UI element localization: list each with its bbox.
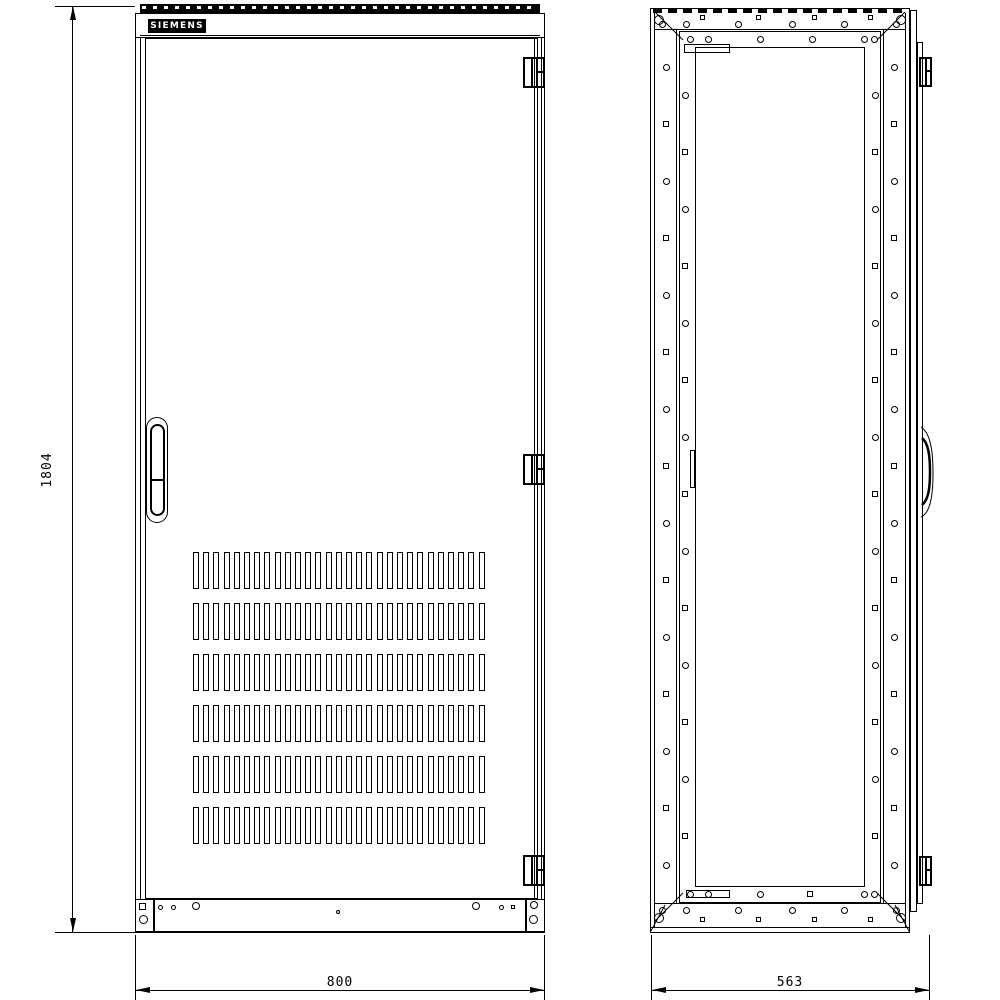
height-arrow-top — [70, 6, 76, 20]
height-dim-line — [72, 6, 73, 932]
siemens-logo: SIEMENS — [148, 19, 206, 33]
depth-arrow-right — [915, 987, 929, 993]
width-dim-label: 800 — [326, 975, 354, 990]
height-dim-label: 1804 — [40, 452, 55, 488]
width-dim-line — [135, 990, 545, 991]
width-arrow-left — [136, 987, 150, 993]
depth-arrow-left — [652, 987, 666, 993]
height-ext-line-bottom — [55, 932, 135, 933]
height-arrow-bottom — [70, 918, 76, 932]
depth-dim-label: 563 — [776, 975, 804, 990]
width-arrow-right — [530, 987, 544, 993]
height-ext-line-top — [55, 6, 135, 7]
depth-dim-line — [651, 990, 930, 991]
